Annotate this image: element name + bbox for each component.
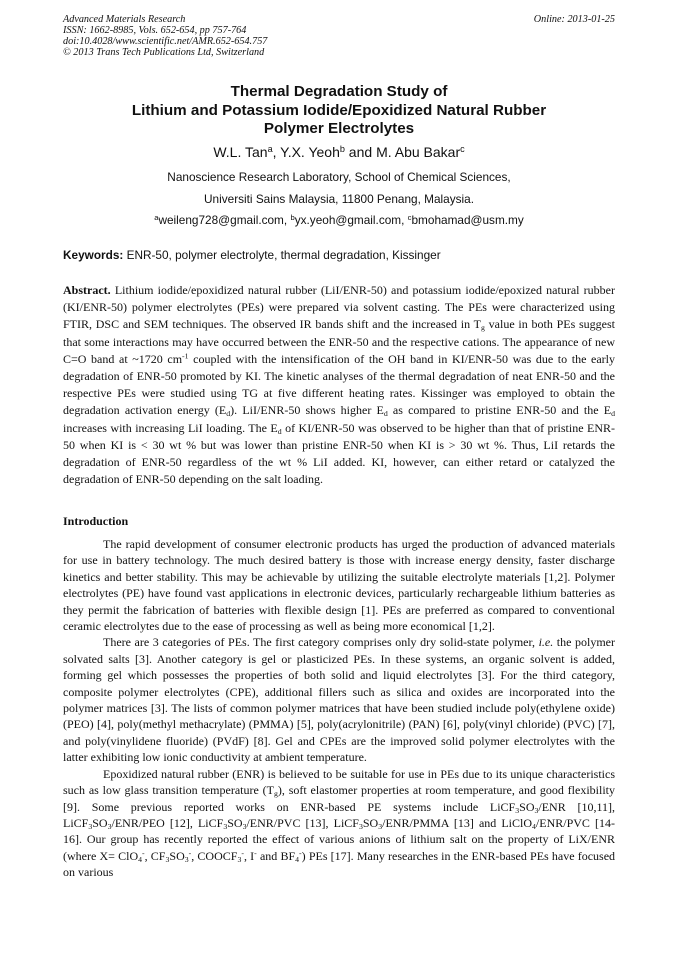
author-separator: , — [272, 144, 281, 160]
paragraph-text: Epoxidized natural rubber (ENR) is believed to be suitable for use in PEs due to its unique characteristics such as low glass transition temperature (T — [63, 766, 615, 798]
copyright-line: © 2013 Trans Tech Publications Ltd, Switzerland — [63, 47, 265, 58]
title-line-2: Lithium and Potassium Iodide/Epoxidized Natural Rubber — [131, 101, 547, 119]
journal-header — [63, 14, 615, 58]
affiliation-line-1: Nanoscience Research Laboratory, School of Chemical Sciences, — [167, 170, 511, 184]
paragraph-text: /ENR/PVC [14-16]. Our group has recently reported the effect of various anions of lithium salt on the property of LiX/ENR (where X= ClO — [63, 815, 615, 863]
formula-text: SO — [227, 815, 243, 830]
title-line-1: Thermal Degradation Study of — [230, 83, 448, 100]
intro-paragraph-1: The rapid development of consumer electronic products has urged the production of advanced materials for use in battery technology. The much desired battery is those with increase energy density, faster discharge kinetics and better stability. This may be achievable by utilizing the suitable electrolyte materials [1,2]. Polymer electrolytes (PE) have found vast applications in electronic devices, particularly rechargeable lithium batteries as they permit the fabrication of batteries with flexible design [1]. PEs are preferred as compared to conventional ceramic electrolytes due to the ease of processing as well as being more economical [1,2]. — [63, 537, 615, 634]
email-b-mark: b — [290, 212, 295, 222]
formula-text: SO — [519, 799, 535, 814]
subscript: 3 — [378, 821, 383, 831]
formula-text: SO — [362, 815, 379, 830]
superscript: -1 — [182, 351, 189, 361]
paragraph-text: ) PEs [17]. Many researches in the ENR-based PEs have focused on various — [63, 848, 616, 880]
subscript: g — [481, 323, 485, 333]
superscript: - — [142, 848, 145, 858]
email-a[interactable]: weileng728@gmail.com, — [158, 213, 291, 227]
keywords-text: ENR-50, polymer electrolyte, thermal degradation, Kissinger — [123, 248, 441, 262]
email-a-mark: a — [154, 212, 159, 222]
subscript: 3 — [223, 821, 228, 831]
abstract-text: value in both PEs suggest that some interactions may have occurred between the ENR-50 and the respective cations. The appearance of new C=O band at ~1720 cm — [63, 317, 616, 366]
subscript: d — [383, 409, 388, 419]
superscript: - — [254, 848, 257, 858]
subscript: 4 — [532, 821, 536, 831]
subscript: d — [277, 426, 282, 436]
paragraph-text: /ENR/PMMA [13] and LiClO — [382, 815, 533, 830]
author-2: Y.X. Yeoh — [280, 144, 340, 160]
subscript: 4 — [295, 854, 300, 864]
abstract — [63, 282, 615, 488]
email-line — [63, 213, 615, 227]
subscript: 3 — [237, 854, 242, 864]
email-c-mark: c — [407, 212, 412, 222]
issn-line: ISSN: 1662-8985, Vols. 652-654, pp 757-764 — [63, 25, 247, 36]
author-list — [63, 143, 615, 161]
paragraph-text: , I — [243, 848, 255, 863]
formula-text: SO — [169, 848, 185, 863]
paper-title — [63, 83, 615, 139]
paragraph-text: /ENR/PVC [13], LiCF — [246, 815, 359, 830]
abstract-label: Abstract. — [63, 283, 111, 297]
paragraph-text: and BF — [256, 848, 296, 863]
subscript: 3 — [534, 805, 539, 815]
doi-line: doi:10.4028/www.scientific.net/AMR.652-654.757 — [63, 36, 268, 47]
author-separator: and — [344, 144, 377, 160]
author-1-mark: a — [267, 144, 273, 154]
paragraph-text: ), soft elastomer properties at room temperature, and good flexibility [9]. Some previous reported works on ENR-based PE systems include LiCF — [63, 783, 615, 814]
superscript: - — [241, 848, 244, 858]
subscript: 3 — [88, 821, 93, 831]
keywords-label: Keywords: — [63, 248, 124, 262]
italic-text: i.e. — [538, 635, 554, 650]
superscript: - — [188, 848, 192, 858]
online-date: Online: 2013-01-25 — [533, 14, 615, 25]
abstract-text: increases with increasing LiI loading. The E — [63, 420, 278, 435]
subscript: 3 — [184, 854, 189, 864]
keywords — [63, 248, 615, 262]
abstract-text: coupled with the intensification of the OH band in KI/ENR-50 was due to the early degradation of ENR-50 promoted by KI. The kinetic analyses of the thermal degradation of neat ENR-50 and the respective PEs were studied using TG at five different heating rates. Kissinger was employed to obtain the degradation activation energy (E — [63, 351, 616, 418]
paragraph-text: /ENR [10,11], LiCF — [63, 799, 615, 830]
abstract-text: Lithium iodide/epoxidized natural rubber (LiI/ENR-50) and potassium iodide/epoxized natural rubber (KI/ENR-50) polymer electrolytes (PEs) were prepared via solvent casting. The PEs were characterized using FTIR, DSC and SEM techniques. The observed IR bands shift and the increased in T — [63, 283, 615, 332]
subscript: 4 — [138, 854, 143, 864]
paragraph-text: the polymer solvated salts [3]. Another category is gel or plasticized PEs. In these systems, an organic solvent is added, forming gel which possesses the properties of both solid and liquid electrolytes [3]. For the third category, composite polymer electrolytes (CPE), additional fillers such as silica and oxides are incorporated into the polymer matrices [3]. The lists of common polymer matrices that have been studied include poly(ethylene oxide) (PEO) [4], poly(methyl methacrylate) (PMMA) [5], poly(acrylonitrile) (PAN) [6], poly(vinyl chloride) (PVC) [7], and poly(vinylidene fluoride) (PVdF) [8]. Gel and CPEs are the improved solid polymer electrolytes with the latter exhibiting low ionic conductivity at ambient temperature. — [63, 635, 615, 765]
journal-name: Advanced Materials Research — [63, 14, 186, 25]
affiliation-line-2: Universiti Sains Malaysia, 11800 Penang, Malaysia. — [204, 192, 474, 206]
subscript: 3 — [107, 821, 112, 831]
introduction-body — [63, 536, 615, 881]
intro-paragraph-2 — [63, 634, 615, 765]
subscript: 3 — [358, 821, 363, 831]
abstract-text: ). LiI/ENR-50 shows higher E — [230, 403, 384, 418]
author-3-mark: c — [460, 144, 465, 154]
intro-paragraph-3 — [63, 766, 615, 881]
author-3: M. Abu Bakar — [376, 144, 461, 160]
email-b[interactable]: yx.yeoh@gmail.com, — [294, 213, 408, 227]
paragraph-text: , CF — [144, 848, 166, 863]
subscript: g — [273, 789, 278, 799]
author-1: W.L. Tan — [213, 144, 268, 160]
abstract-text: as compared to pristine ENR-50 and the E — [387, 403, 612, 418]
subscript: 3 — [165, 854, 170, 864]
subscript: 3 — [242, 821, 247, 831]
section-heading-introduction: Introduction — [63, 514, 129, 528]
paragraph-text: /ENR/PEO [12], LiCF — [111, 815, 224, 830]
paragraph-text: There are 3 categories of PEs. The first category comprises only dry solid-state polymer, — [103, 635, 539, 650]
formula-text: SO — [92, 815, 108, 830]
author-2-mark: b — [339, 144, 345, 154]
subscript: d — [226, 409, 231, 419]
subscript: d — [611, 409, 616, 419]
email-c[interactable]: bmohamad@usm.my — [411, 213, 524, 227]
paragraph-text: , COOCF — [191, 848, 238, 863]
superscript: - — [299, 848, 302, 858]
subscript: 3 — [515, 805, 520, 815]
title-line-3: Polymer Electrolytes — [263, 120, 415, 137]
abstract-text: of KI/ENR-50 was observed to be higher than that of pristine ENR-50 when KI is < 30 wt % but was lower than pristine ENR-50 when KI is > 30 wt %. Thus, LiI retards the degradation of ENR-50 regardless of the wt % LiI added. KI, however, can either retard or catalyzed the degradation of ENR-50 depending on the salt loading. — [63, 420, 615, 487]
